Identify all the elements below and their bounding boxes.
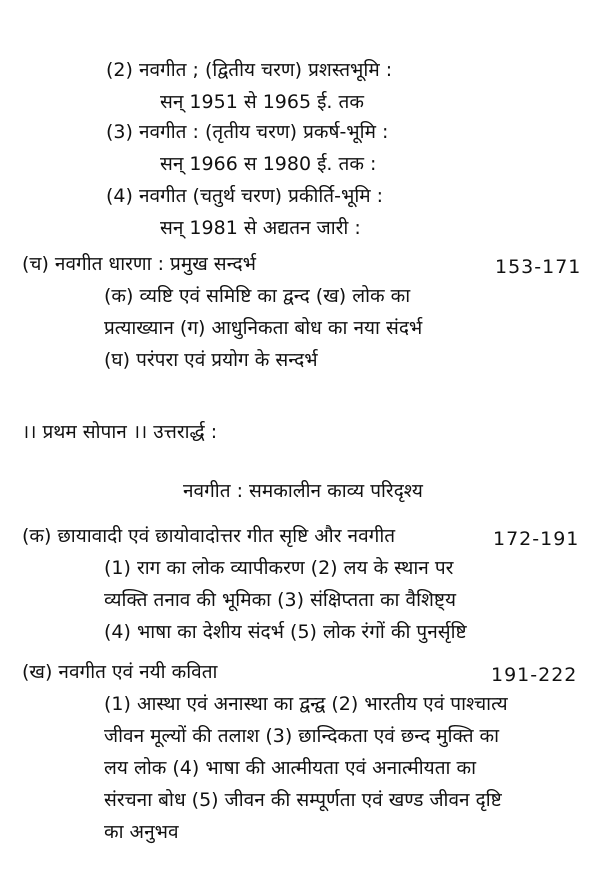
item-2-title: (2) नवगीत ; (द्वितीय चरण) प्रशस्तभूमि : bbox=[106, 59, 393, 81]
section-cha-line-1: (क) व्यष्टि एवं समिष्टि का द्वन्द (ख) लोक का bbox=[104, 285, 411, 307]
section-kha-line-4: संरचना बोध (5) जीवन की सम्पूर्णता एवं खण्ड जीवन दृष्टि bbox=[104, 789, 502, 811]
section-ka-line-1: (1) राग का लोक व्यापीकरण (2) लय के स्थान पर bbox=[104, 557, 454, 579]
section-kha-line-5: का अनुभव bbox=[104, 821, 179, 843]
item-2-period: सन् 1951 से 1965 ई. तक bbox=[160, 91, 364, 113]
section-kha-line-2: जीवन मूल्यों की तलाश (3) छान्दिकता एवं छन्द मुक्ति का bbox=[104, 725, 500, 747]
section-cha-pages: 153-171 bbox=[495, 256, 582, 278]
section-ka-line-3: (4) भाषा का देशीय संदर्भ (5) लोक रंगों की पुनर्सृष्टि bbox=[104, 621, 467, 643]
section-kha-line-1: (1) आस्था एवं अनास्था का द्वन्द्व (2) भारतीय एवं पाश्चात्य bbox=[104, 693, 508, 715]
section-cha-line-3: (घ) परंपरा एवं प्रयोग के सन्दर्भ bbox=[104, 349, 318, 371]
part-subtitle: नवगीत : समकालीन काव्य परिदृश्य bbox=[183, 480, 423, 502]
section-kha-line-3: लय लोक (4) भाषा की आत्मीयता एवं अनात्मीयता का bbox=[104, 757, 476, 779]
section-kha-pages: 191-222 bbox=[491, 664, 578, 686]
item-3-title: (3) नवगीत : (तृतीय चरण) प्रकर्ष-भूमि : bbox=[106, 121, 389, 143]
part-label: ।। प्रथम सोपान ।। उत्तरार्द्ध : bbox=[22, 421, 218, 443]
item-3-period: सन् 1966 स 1980 ई. तक : bbox=[160, 153, 377, 175]
section-cha-line-2: प्रत्याख्यान (ग) आधुनिकता बोध का नया संदर्भ bbox=[104, 317, 423, 339]
item-4-title: (4) नवगीत (चतुर्थ चरण) प्रकीर्ति-भूमि : bbox=[106, 185, 384, 207]
section-kha-title: (ख) नवगीत एवं नयी कविता bbox=[22, 661, 218, 683]
section-ka-line-2: व्यक्ति तनाव की भूमिका (3) संक्षिप्तता का वैशिष्ट्य bbox=[104, 589, 457, 611]
section-cha-title: (च) नवगीत धारणा : प्रमुख सन्दर्भ bbox=[22, 253, 256, 275]
section-ka-title: (क) छायावादी एवं छायोवादोत्तर गीत सृष्टि और नवगीत bbox=[22, 525, 396, 547]
item-4-period: सन् 1981 से अद्यतन जारी : bbox=[160, 217, 361, 239]
section-ka-pages: 172-191 bbox=[493, 528, 580, 550]
